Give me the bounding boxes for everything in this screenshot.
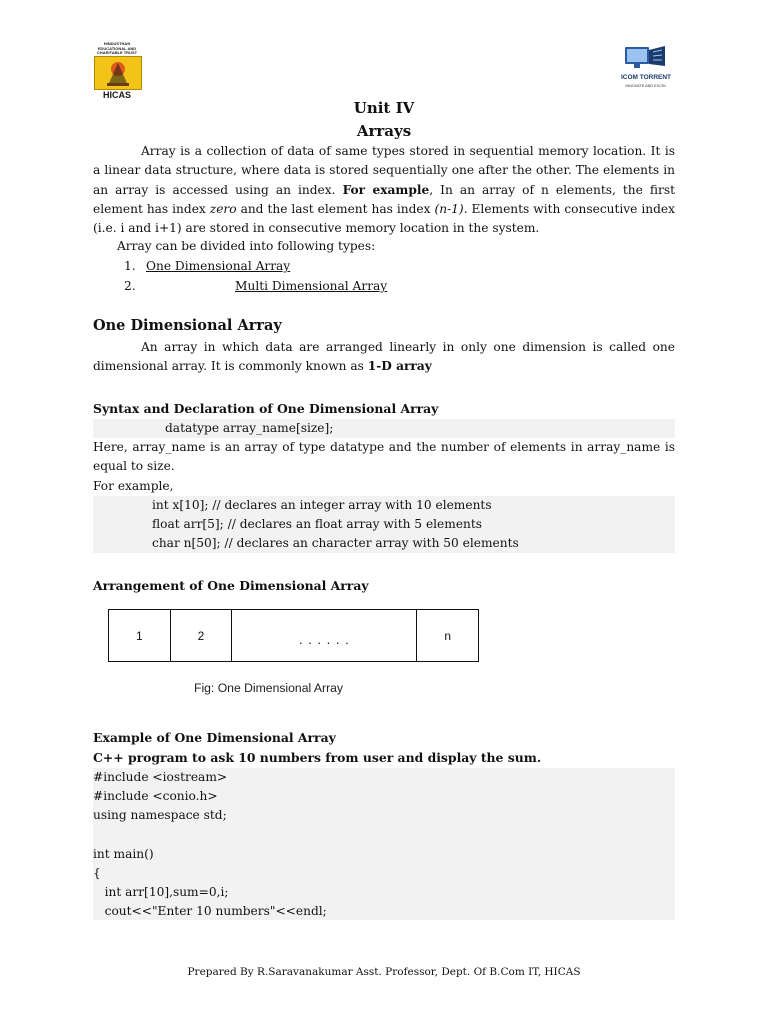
icom-logo-name: ICOM TORRENT: [620, 74, 672, 81]
code-line: float arr[5]; // declares an float array with 5 elements: [152, 517, 483, 531]
one-dim-paragraph: [93, 338, 675, 377]
list-item: [124, 257, 136, 276]
example-heading: Example of One Dimensional Array: [93, 730, 336, 745]
array-cell: 1: [109, 610, 171, 661]
list-number: 1.: [124, 259, 136, 273]
code-line: using namespace std;: [93, 808, 227, 822]
syntax-heading: Syntax and Declaration of One Dimensional Array: [93, 401, 439, 416]
syntax-explanation: Here, array_name is an array of type datatype and the number of elements in array_name is equal to size.: [93, 440, 675, 474]
figure-caption: Fig: One Dimensional Array: [194, 681, 344, 695]
array-cell-ellipsis: . . . . . .: [232, 610, 417, 661]
intro-text-run: and the last element has index: [236, 201, 435, 216]
hicas-logo-text: HINDUSTHAN EDUCATIONAL AND CHARITABLE TRUST: [96, 41, 138, 56]
intro-text-run: Array is a collection of data of same types stored in sequential memory location. It is a linear data structure, where data is stored sequentially one after the other. The elements in an array is accessed using an index.: [93, 144, 675, 197]
code-line: int x[10]; // declares an integer array with 10 elements: [152, 498, 492, 512]
code-line: #include <iostream>: [93, 770, 228, 784]
icom-logo-tagline: INNOVATE AND EXCEL: [625, 84, 667, 88]
hicas-name: HICAS: [102, 90, 131, 100]
array-cell: 2: [171, 610, 233, 661]
icom-torrent-logo: [615, 44, 677, 94]
types-intro: Array can be divided into following types:: [117, 239, 376, 253]
monitor-icon: [615, 44, 677, 74]
intro-text-run: . Elements with consecutive index (i.e. i and i+1) are stored in consecutive memory location in the system.: [93, 201, 675, 236]
array-diagram: [108, 609, 479, 662]
for-example-label: For example,: [93, 479, 174, 493]
intro-text-run: (n-1): [434, 201, 464, 216]
code-line: char n[50]; // declares an character array with 50 elements: [152, 536, 519, 550]
code-line: int main(): [93, 847, 154, 861]
type-link-multi-dimensional[interactable]: Multi Dimensional Array: [235, 279, 388, 293]
one-dim-text: An array in which data are arranged linearly in only one dimension is called one dimensional array. It is commonly known as: [93, 340, 675, 374]
code-line: {: [93, 866, 101, 880]
example-subheading: C++ program to ask 10 numbers from user and display the sum.: [93, 750, 542, 765]
type-link-one-dimensional[interactable]: One Dimensional Array: [146, 259, 291, 273]
syntax-code: datatype array_name[size];: [165, 421, 334, 435]
code-line: #include <conio.h>: [93, 789, 218, 803]
intro-text-run: For example: [342, 182, 430, 197]
one-dim-term: 1-D array: [367, 359, 432, 374]
section-heading-one-dimensional: One Dimensional Array: [93, 317, 282, 334]
list-number: 2.: [124, 279, 136, 293]
unit-title: Unit IV: [353, 99, 415, 117]
topic-title: Arrays: [356, 122, 412, 140]
intro-text-run: , In an array of n elements, the first element has index: [93, 182, 676, 216]
arrangement-heading: Arrangement of One Dimensional Array: [93, 578, 369, 593]
intro-text-run: zero: [209, 201, 237, 216]
list-item: [124, 277, 136, 296]
intro-paragraph: [93, 142, 675, 238]
hicas-logo: [92, 42, 142, 100]
array-cell: n: [444, 628, 452, 643]
code-line: int arr[10],sum=0,i;: [93, 885, 229, 899]
page-footer: Prepared By R.Saravanakumar Asst. Professor, Dept. Of B.Com IT, HICAS: [187, 966, 581, 978]
lamp-icon: [95, 57, 141, 89]
code-line: cout<<"Enter 10 numbers"<<endl;: [93, 904, 327, 918]
hicas-emblem: [94, 56, 142, 90]
